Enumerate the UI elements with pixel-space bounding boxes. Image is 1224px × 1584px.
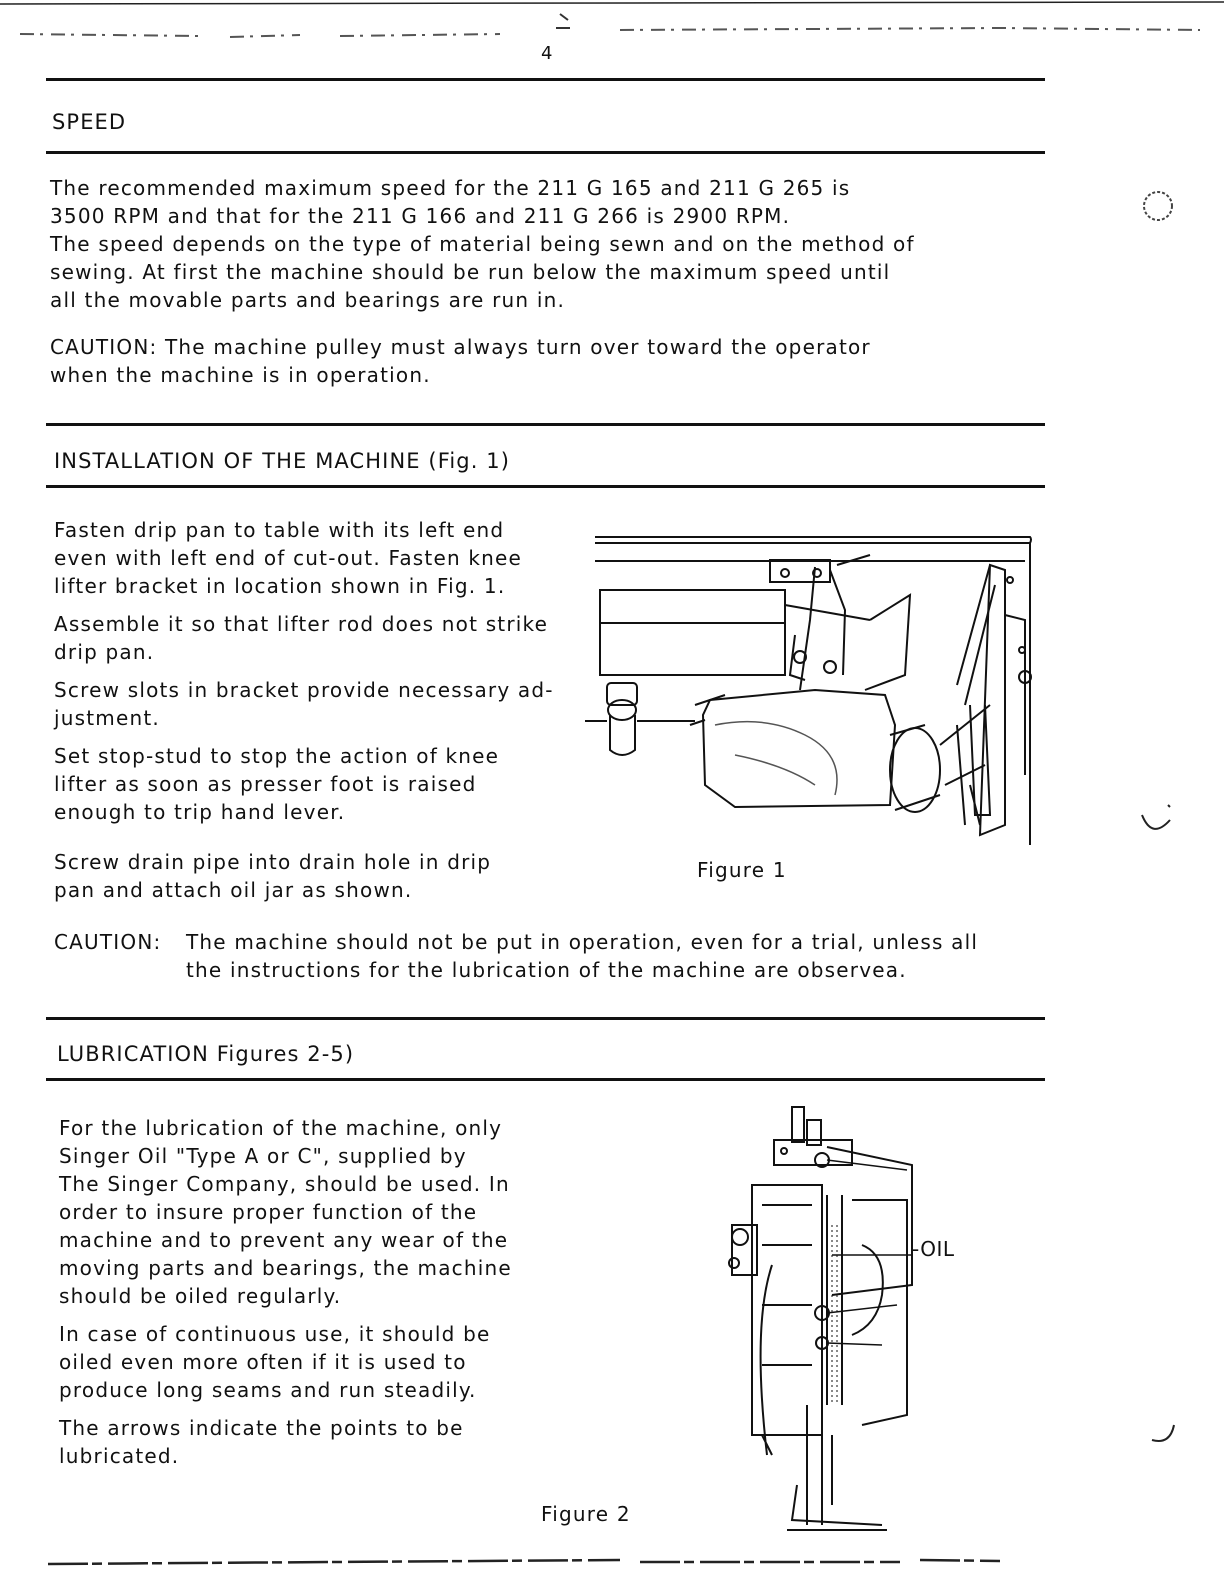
figure-2-illustration [712,1105,922,1535]
text-line: sewing. At first the machine should be run below the maximum speed until [50,260,891,284]
text-line: moving parts and bearings, the machine [59,1256,512,1280]
divider [46,423,1045,426]
text-line: drip pan. [54,640,155,664]
paragraph [54,610,554,666]
text-line: CAUTION: The machine pulley must always turn over toward the operator [50,335,871,359]
text-line: The recommended maximum speed for the 211 G 165 and 211 G 265 is [50,176,851,200]
text-line: Assemble it so that lifter rod does not strike [54,612,549,636]
text-line: The arrows indicate the points to be [59,1416,464,1440]
paragraph [59,1414,512,1470]
text-line: For the lubrication of the machine, only [59,1116,503,1140]
oil-label: -OIL [912,1237,955,1261]
text-line: enough to trip hand lever. [54,800,346,824]
scan-artifact-top [0,0,1224,40]
page-number: 4 [541,43,554,64]
text-line: pan and attach oil jar as shown. [54,878,413,902]
text-line: oiled even more often if it is used to [59,1350,467,1374]
scan-artifact-margin [1130,180,1190,1460]
text-line: The speed depends on the type of material being sewn and on the method of [50,232,915,256]
paragraph [59,1114,512,1310]
text-line: should be oiled regularly. [59,1284,342,1308]
divider [46,1017,1045,1020]
text-line: produce long seams and run steadily. [59,1378,477,1402]
text-line: 3500 RPM and that for the 211 G 166 and 211 G 266 is 2900 RPM. [50,204,791,228]
paragraph [54,848,554,904]
text-line: even with left end of cut-out. Fasten knee [54,546,523,570]
text-line: The machine should not be put in operation, even for a trial, unless all [186,930,979,954]
paragraph [54,742,554,826]
text-line: all the movable parts and bearings are run in. [50,288,566,312]
text-line: Screw slots in bracket provide necessary ad- [54,678,554,702]
text-line: Fasten drip pan to table with its left end [54,518,505,542]
text-line: lubricated. [59,1444,180,1468]
section-heading-lubrication: LUBRICATION Figures 2-5) [57,1042,355,1066]
paragraph [54,676,554,732]
figure-2-caption: Figure 2 [541,1502,631,1526]
text-line: lifter bracket in location shown in Fig. 1. [54,574,506,598]
paragraph [54,516,554,600]
divider [46,1078,1045,1081]
text-line: justment. [54,706,160,730]
text-line: Set stop-stud to stop the action of knee [54,744,500,768]
text-line: when the machine is in operation. [50,363,431,387]
paragraph [59,1320,512,1404]
text-line: Singer Oil "Type A or C", supplied by [59,1144,467,1168]
speed-body [50,174,915,314]
figure-1-illustration [585,525,1045,845]
divider [46,151,1045,154]
speed-caution [50,333,871,389]
installation-caution-label: CAUTION: [54,930,162,954]
text-line: The Singer Company, should be used. In [59,1172,510,1196]
installation-body [54,516,554,914]
section-heading-speed: SPEED [52,110,127,134]
text-line: In case of continuous use, it should be [59,1322,491,1346]
scan-artifact-bottom [0,1550,1224,1570]
installation-caution [186,928,978,984]
divider [46,485,1045,488]
text-line: lifter as soon as presser foot is raised [54,772,477,796]
text-line: machine and to prevent any wear of the [59,1228,509,1252]
text-line: order to insure proper function of the [59,1200,478,1224]
lubrication-body [59,1114,512,1480]
figure-1-caption: Figure 1 [697,858,787,882]
text-line: the instructions for the lubrication of the machine are observea. [186,958,907,982]
section-heading-installation: INSTALLATION OF THE MACHINE (Fig. 1) [54,449,511,473]
divider [46,78,1045,81]
text-line: Screw drain pipe into drain hole in drip [54,850,492,874]
